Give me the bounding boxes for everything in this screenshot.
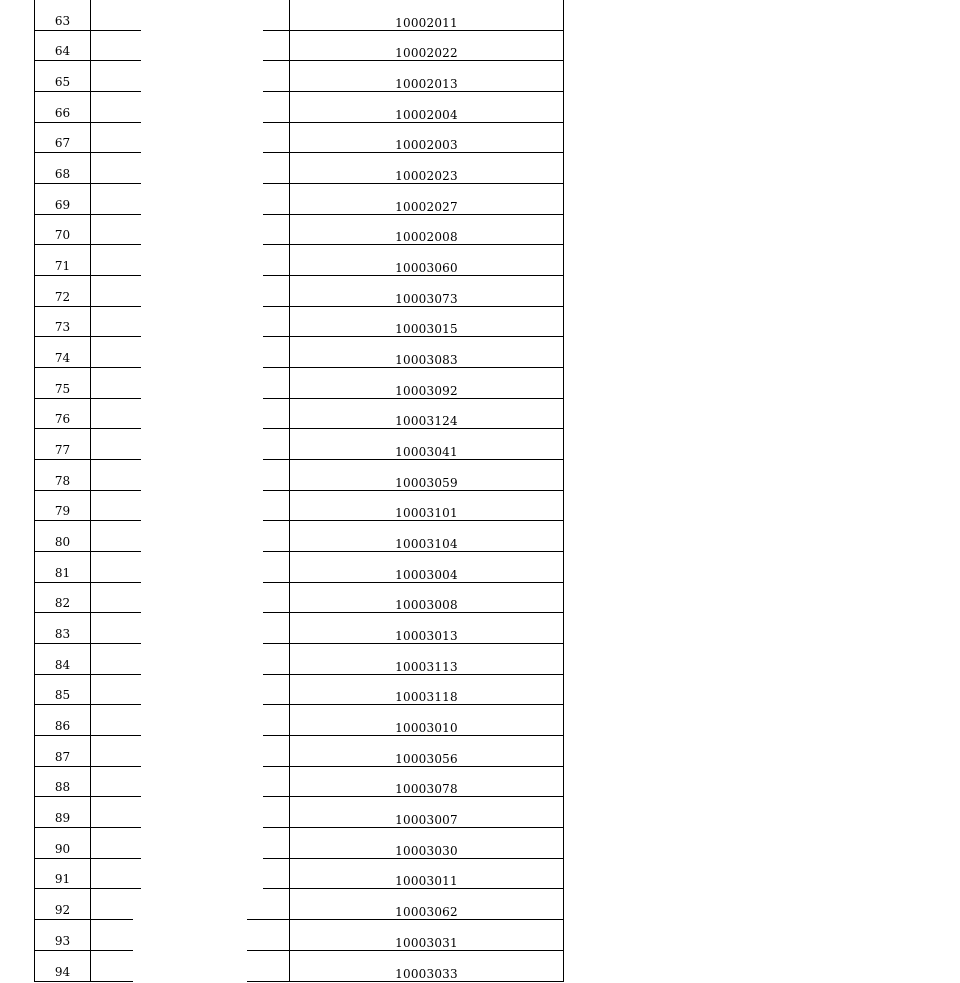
code-cell: 10003008 bbox=[395, 598, 458, 613]
redacted-cell bbox=[91, 307, 290, 337]
table-row bbox=[35, 123, 563, 154]
code-cell: 10002022 bbox=[395, 46, 458, 61]
row-number-cell: 75 bbox=[35, 368, 91, 398]
code-cell: 10002011 bbox=[395, 15, 458, 30]
row-number-cell: 89 bbox=[35, 797, 91, 827]
code-cell: 10003031 bbox=[395, 935, 458, 950]
row-number-cell: 93 bbox=[35, 920, 91, 950]
row-number-cell: 87 bbox=[35, 736, 91, 766]
code-cell: 10003013 bbox=[395, 629, 458, 644]
table-row bbox=[35, 859, 563, 890]
code-cell: 10002008 bbox=[395, 230, 458, 245]
row-number-cell: 76 bbox=[35, 399, 91, 429]
code-cell: 10003083 bbox=[395, 353, 458, 368]
code-cell: 10002013 bbox=[395, 77, 458, 92]
table-grid bbox=[34, 0, 564, 982]
row-number-cell: 74 bbox=[35, 337, 91, 367]
redacted-cell bbox=[91, 123, 290, 153]
code-cell: 10002004 bbox=[395, 107, 458, 122]
table-row bbox=[35, 767, 563, 798]
code-cell: 10003092 bbox=[395, 383, 458, 398]
redacted-cell bbox=[91, 951, 290, 981]
row-number-cell: 63 bbox=[35, 0, 91, 30]
code-cell: 10002003 bbox=[395, 138, 458, 153]
redacted-cell bbox=[91, 736, 290, 766]
code-cell: 10003113 bbox=[395, 659, 458, 674]
table-row bbox=[35, 583, 563, 614]
row-number-cell: 79 bbox=[35, 491, 91, 521]
code-cell: 10003056 bbox=[395, 751, 458, 766]
table-row bbox=[35, 184, 563, 215]
code-cell: 10002027 bbox=[395, 199, 458, 214]
row-number-cell: 68 bbox=[35, 153, 91, 183]
table-row bbox=[35, 521, 563, 552]
row-number-cell: 69 bbox=[35, 184, 91, 214]
table-row bbox=[35, 644, 563, 675]
code-cell: 10003030 bbox=[395, 843, 458, 858]
code-cell: 10003004 bbox=[395, 567, 458, 582]
row-number-cell: 90 bbox=[35, 828, 91, 858]
row-number-cell: 91 bbox=[35, 859, 91, 889]
row-number-cell: 82 bbox=[35, 583, 91, 613]
code-cell: 10003015 bbox=[395, 322, 458, 337]
redacted-cell bbox=[91, 767, 290, 797]
redacted-cell bbox=[91, 491, 290, 521]
redacted-cell bbox=[91, 552, 290, 582]
table-row bbox=[35, 552, 563, 583]
table-row bbox=[35, 399, 563, 430]
code-cell: 10002023 bbox=[395, 169, 458, 184]
redacted-cell bbox=[91, 705, 290, 735]
row-number-cell: 73 bbox=[35, 307, 91, 337]
code-cell: 10003118 bbox=[395, 690, 458, 705]
table-row bbox=[35, 460, 563, 491]
row-number-cell: 81 bbox=[35, 552, 91, 582]
redaction-gap bbox=[133, 980, 247, 982]
row-number-cell: 86 bbox=[35, 705, 91, 735]
table-row bbox=[35, 705, 563, 736]
row-number-cell: 78 bbox=[35, 460, 91, 490]
code-cell: 10003059 bbox=[395, 475, 458, 490]
redacted-cell bbox=[91, 889, 290, 919]
redacted-cell bbox=[91, 644, 290, 674]
table-row bbox=[35, 889, 563, 920]
code-cell: 10003062 bbox=[395, 905, 458, 920]
table-row bbox=[35, 153, 563, 184]
redacted-cell bbox=[91, 828, 290, 858]
row-number-cell: 71 bbox=[35, 245, 91, 275]
row-number-cell: 72 bbox=[35, 276, 91, 306]
row-number-cell: 80 bbox=[35, 521, 91, 551]
code-cell: 10003101 bbox=[395, 506, 458, 521]
row-number-cell: 84 bbox=[35, 644, 91, 674]
redacted-cell bbox=[91, 920, 290, 950]
redacted-cell bbox=[91, 613, 290, 643]
row-number-cell: 65 bbox=[35, 61, 91, 91]
code-cell: 10003033 bbox=[395, 966, 458, 981]
row-number-cell: 85 bbox=[35, 675, 91, 705]
row-number-cell: 83 bbox=[35, 613, 91, 643]
redacted-cell bbox=[91, 276, 290, 306]
redacted-cell bbox=[91, 184, 290, 214]
row-number-cell: 64 bbox=[35, 31, 91, 61]
redacted-cell bbox=[91, 92, 290, 122]
redacted-cell bbox=[91, 429, 290, 459]
table-row bbox=[35, 92, 563, 123]
table-row bbox=[35, 429, 563, 460]
redacted-cell bbox=[91, 245, 290, 275]
table-row bbox=[35, 0, 563, 31]
redacted-cell bbox=[91, 61, 290, 91]
table-row bbox=[35, 31, 563, 62]
redacted-cell bbox=[91, 399, 290, 429]
redacted-cell bbox=[91, 153, 290, 183]
redacted-cell bbox=[91, 460, 290, 490]
code-cell: 10003060 bbox=[395, 261, 458, 276]
redacted-cell bbox=[91, 797, 290, 827]
redacted-cell bbox=[91, 521, 290, 551]
redacted-cell bbox=[91, 368, 290, 398]
table-row bbox=[35, 736, 563, 767]
table-row bbox=[35, 920, 563, 951]
redacted-cell bbox=[91, 675, 290, 705]
redacted-cell bbox=[91, 583, 290, 613]
table-row bbox=[35, 675, 563, 706]
redacted-cell bbox=[91, 337, 290, 367]
redacted-cell bbox=[91, 215, 290, 245]
table-row bbox=[35, 245, 563, 276]
table-row bbox=[35, 491, 563, 522]
code-cell: 10003011 bbox=[395, 874, 458, 889]
code-cell: 10003041 bbox=[395, 445, 458, 460]
row-number-cell: 88 bbox=[35, 767, 91, 797]
redacted-cell bbox=[91, 0, 290, 30]
table-row bbox=[35, 61, 563, 92]
code-cell: 10003104 bbox=[395, 537, 458, 552]
row-number-cell: 66 bbox=[35, 92, 91, 122]
table-row bbox=[35, 368, 563, 399]
row-number-cell: 77 bbox=[35, 429, 91, 459]
code-cell: 10003007 bbox=[395, 813, 458, 828]
table-row bbox=[35, 276, 563, 307]
table-row bbox=[35, 307, 563, 338]
table-row bbox=[35, 337, 563, 368]
row-number-cell: 92 bbox=[35, 889, 91, 919]
row-number-cell: 94 bbox=[35, 951, 91, 981]
table-row bbox=[35, 951, 563, 982]
table-row bbox=[35, 215, 563, 246]
redacted-cell bbox=[91, 31, 290, 61]
code-cell: 10003010 bbox=[395, 721, 458, 736]
redacted-cell bbox=[91, 859, 290, 889]
table-row bbox=[35, 797, 563, 828]
table-row bbox=[35, 613, 563, 644]
row-number-cell: 70 bbox=[35, 215, 91, 245]
code-cell: 10003078 bbox=[395, 782, 458, 797]
code-cell: 10003073 bbox=[395, 291, 458, 306]
row-number-cell: 67 bbox=[35, 123, 91, 153]
data-table bbox=[34, 0, 564, 982]
table-row bbox=[35, 828, 563, 859]
code-cell: 10003124 bbox=[395, 414, 458, 429]
